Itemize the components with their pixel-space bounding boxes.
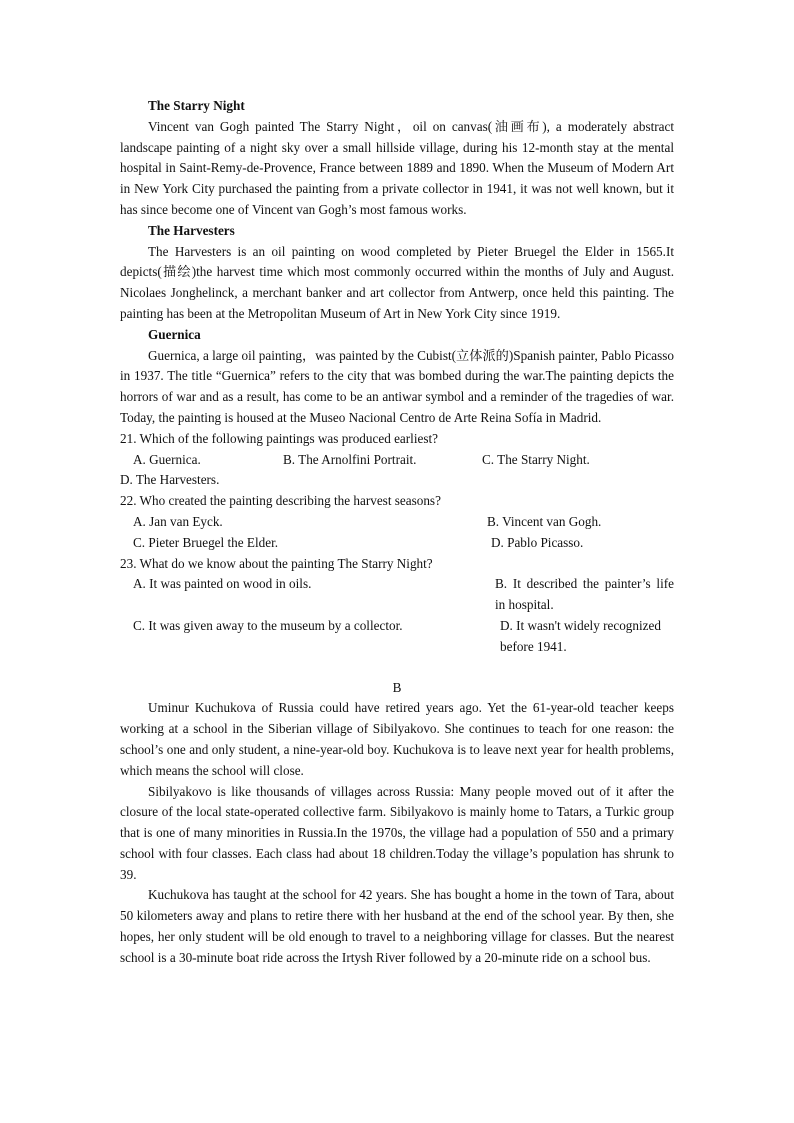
question-22-options-row-2: [120, 533, 674, 554]
question-23-stem: 23. What do we know about the painting The Starry Night?: [120, 555, 433, 571]
question-21-options-row: [120, 450, 674, 471]
question-22-option-d: D. Pablo Picasso.: [491, 534, 584, 550]
question-22-stem: 22. Who created the painting describing the harvest seasons?: [120, 493, 441, 509]
question-22-option-c: C. Pieter Bruegel the Elder.: [133, 534, 279, 550]
question-23-options-row-2: [120, 616, 674, 637]
paragraph-b-3: Kuchukova has taught at the school for 42 years. She has bought a home in the town of Tara, about 50 kilometers away and plans to retire there with her husband at the end of the school year. By then, she hopes, her only student will be old enough to travel to a neighboring village for classes. But the nearest school is a 30-minute boat ride across the Irtysh River followed by a 20-minute ride on a school bus.: [120, 887, 674, 965]
question-21-option-c: C. The Starry Night.: [482, 451, 590, 467]
paragraph-b-1: Uminur Kuchukova of Russia could have retired years ago. Yet the 61-year-old teacher keeps working at a school in the Siberian village of Sibilyakovo. She continues to teach for one reason: the school’s one and only student, a nine-year-old boy. Kuchukova is to leave next year for health problems, which means the school will close.: [120, 700, 674, 778]
question-21-option-a: A. Guernica.: [133, 451, 201, 467]
question-21-stem: 21. Which of the following paintings was produced earliest?: [120, 430, 439, 446]
question-21-option-d: D. The Harvesters.: [120, 472, 220, 488]
section-b-label: B: [392, 679, 402, 695]
question-23-option-b: B. It described the painter’s life in hospital.: [495, 576, 674, 613]
question-23-options-row-1: [120, 574, 674, 595]
document-page: [120, 96, 674, 969]
question-22-options-row-1: [120, 512, 674, 533]
question-23-option-d: D. It wasn't widely recognized before 1941.: [500, 617, 661, 654]
heading-starry-night: The Starry Night: [148, 98, 245, 113]
heading-guernica: Guernica: [148, 326, 201, 342]
paragraph-starry-night: Vincent van Gogh painted The Starry Night，oil on canvas(油画布), a moderately abstract landscape painting of a night sky over a small hillside village, during his 12-month stay at the mental hospital in Saint-Remy-de-Provence, France between 1889 and 1890. When the Museum of Modern Art in New York City purchased the painting from a private collector in 1941, it was not well known, but it has since become one of Vincent van Gogh’s most famous works.: [120, 118, 674, 217]
question-21-option-b: B. The Arnolfini Portrait.: [283, 451, 417, 467]
question-22-option-a: A. Jan van Eyck.: [133, 513, 223, 529]
question-23-option-a: A. It was painted on wood in oils.: [133, 576, 312, 592]
heading-harvesters: The Harvesters: [148, 222, 235, 238]
question-22-option-b: B. Vincent van Gogh.: [487, 513, 602, 529]
paragraph-harvesters: The Harvesters is an oil painting on wood completed by Pieter Bruegel the Elder in 1565.It depicts(描绘)the harvest time which most commonly occurred within the months of July and August. Nicolaes Jonghelinck, a merchant banker and art collector from Antwerp, once held this painting. The painting has been at the Metropolitan Museum of Art in New York City since 1919.: [120, 243, 674, 321]
question-23-option-c: C. It was given away to the museum by a collector.: [133, 617, 403, 633]
paragraph-guernica: Guernica, a large oil painting，was painted by the Cubist(立体派的)Spanish painter, Pablo Picasso in 1937. The title “Guernica” refers to the city that was bombed during the war.The painting depicts the horrors of war and as a result, has come to be an antiwar symbol and a reminder of the tragedies of war. Today, the painting is housed at the Museo Nacional Centro de Arte Reina Sofía in Madrid.: [120, 347, 674, 425]
paragraph-b-2: Sibilyakovo is like thousands of villages across Russia: Many people moved out of it after the closure of the local state-operated collective farm. Sibilyakovo is mainly home to Tatars, a Turkic group that is one of many minorities in Russia.In the 1970s, the village had a population of 550 and a primary school with four classes. Each class had about 18 children.Today the village’s population has shrunk to 39.: [120, 783, 674, 882]
